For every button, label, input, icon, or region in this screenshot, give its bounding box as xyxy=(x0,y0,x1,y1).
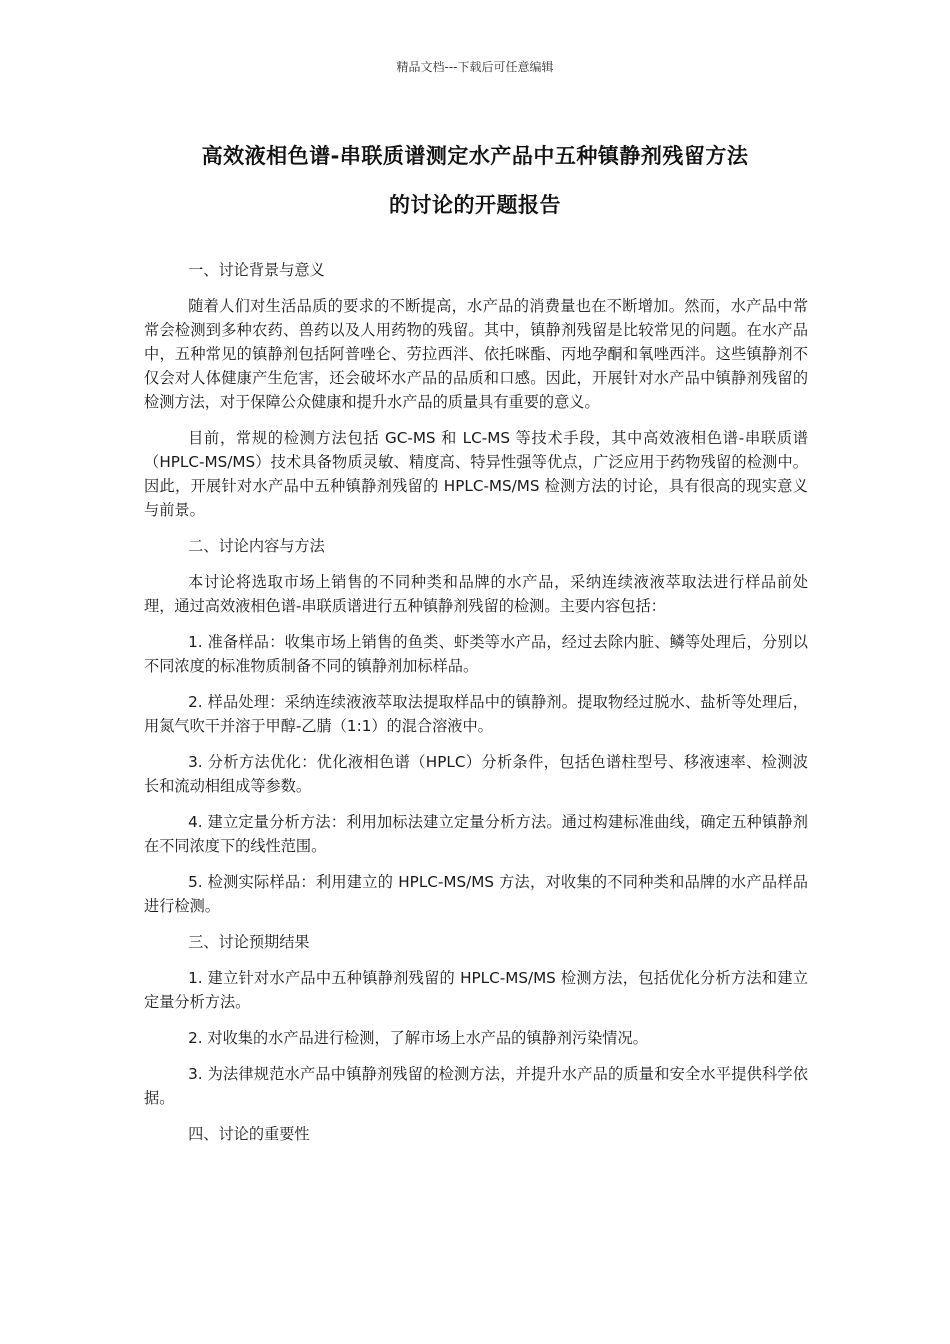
section-1-paragraph-1: 随着人们对生活品质的要求的不断提高，水产品的消费量也在不断增加。然而，水产品中常常会检测到多种农药、兽药以及人用药物的残留。其中，镇静剂残留是比较常见的问题。在水产品中，五种常见的镇静剂包括阿普唑仑、劳拉西泮、依托咪酯、丙地孕酮和氧唑西泮。这些镇静剂不仅会对人体健康产生危害，还会破坏水产品的品质和口感。因此，开展针对水产品中镇静剂残留的检测方法，对于保障公众健康和提升水产品的质量具有重要的意义。 xyxy=(144,297,808,411)
section-3-item-2: 2. 对收集的水产品进行检测，了解市场上水产品的镇静剂污染情况。 xyxy=(188,1029,648,1047)
section-2-item-5: 5. 检测实际样品：利用建立的 HPLC-MS/MS 方法，对收集的不同种类和品牌的水产品样品进行检测。 xyxy=(144,873,808,915)
section-3-item-3: 3. 为法律规范水产品中镇静剂残留的检测方法，并提升水产品的质量和安全水平提供科学依据。 xyxy=(144,1065,808,1107)
section-2-paragraph-1: 本讨论将选取市场上销售的不同种类和品牌的水产品，采纳连续液液萃取法进行样品前处理，通过高效液相色谱-串联质谱进行五种镇静剂残留的检测。主要内容包括： xyxy=(144,573,808,615)
section-2-item-4: 4. 建立定量分析方法：利用加标法建立定量分析方法。通过构建标准曲线，确定五种镇静剂在不同浓度下的线性范围。 xyxy=(144,813,808,855)
section-3-item-1: 1. 建立针对水产品中五种镇静剂残留的 HPLC-MS/MS 检测方法，包括优化分析方法和建立定量分析方法。 xyxy=(144,969,808,1011)
page-title-line-2: 的讨论的开题报告 xyxy=(389,193,561,217)
section-3-heading: 三、讨论预期结果 xyxy=(188,933,310,951)
section-1-heading: 一、讨论背景与意义 xyxy=(188,261,325,279)
section-2-item-2: 2. 样品处理：采纳连续液液萃取法提取样品中的镇静剂。提取物经过脱水、盐析等处理后，用氮气吹干并溶于甲醇-乙腈（1:1）的混合溶液中。 xyxy=(144,693,808,735)
document-body xyxy=(144,258,808,1158)
section-2-item-3: 3. 分析方法优化：优化液相色谱（HPLC）分析条件，包括色谱柱型号、移液速率、检测波长和流动相组成等参数。 xyxy=(144,753,808,795)
header-note: 精品文档---下载后可任意编辑 xyxy=(396,60,554,74)
section-2-item-1: 1. 准备样品：收集市场上销售的鱼类、虾类等水产品，经过去除内脏、鳞等处理后，分别以不同浓度的标准物质制备不同的镇静剂加标样品。 xyxy=(144,633,808,675)
section-1-paragraph-2: 目前，常规的检测方法包括 GC-MS 和 LC-MS 等技术手段，其中高效液相色谱-串联质谱（HPLC-MS/MS）技术具备物质灵敏、精度高、特异性强等优点，广泛应用于药物残留的检测中。因此，开展针对水产品中五种镇静剂残留的 HPLC-MS/MS 检测方法的讨论，具有很高的现实意义与前景。 xyxy=(144,429,808,519)
section-2-heading: 二、讨论内容与方法 xyxy=(188,537,325,555)
page-title-line-1: 高效液相色谱-串联质谱测定水产品中五种镇静剂残留方法 xyxy=(201,144,749,168)
section-4-heading: 四、讨论的重要性 xyxy=(188,1125,310,1143)
